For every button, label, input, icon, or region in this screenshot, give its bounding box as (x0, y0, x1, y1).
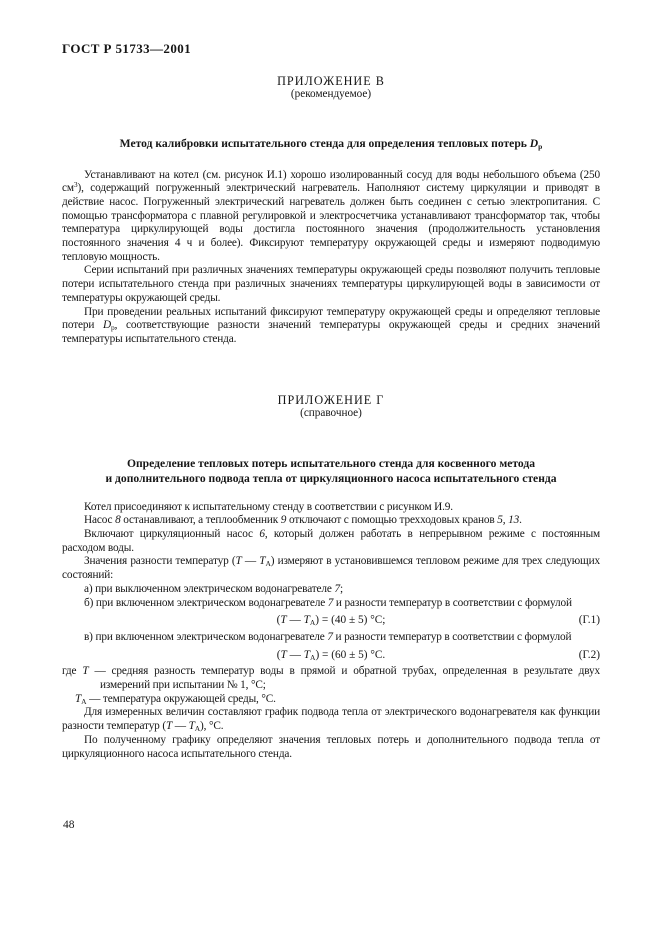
paragraph: б) при включенном электрическом водонагревателе 7 и разности температур в соответствии с формулой (84, 596, 572, 609)
paragraph: в) при включенном электрическом водонагревателе 7 и разности температур в соответствии с формулой (84, 630, 572, 643)
paragraph: а) при выключенном электрическом водонагревателе 7; (84, 582, 343, 595)
formula-number: (Г.2) (578, 648, 600, 661)
appendix-g-body (62, 501, 600, 762)
appendix-g-title: Определение тепловых потерь испытательного стенда для косвенного метода и дополнительного подвода тепла от циркуляционного насоса испытательного стенда (105, 456, 557, 486)
paragraph: Включают циркуляционный насос 6, который должен работать в непрерывном режиме с постоянным расходом воды. (62, 528, 601, 554)
page-number: 48 (63, 819, 75, 831)
formula-expression: (T — $T_А) = (60 \pm 5)$ °С. (276, 648, 386, 662)
formula (62, 610, 600, 631)
standard-code: ГОСТ Р 51733—2001 (62, 41, 192, 56)
appendix-b-kind: (рекомендуемое) (290, 88, 372, 100)
paragraph: По полученному графику определяют значения тепловых потерь и дополнительного подвода тепла от циркуляционного насоса испытательного стенда. (62, 733, 600, 760)
paragraph: где T — средняя разность температур воды в прямой и обратной трубах, определенная в результате двух измерений при испытании № 1, °С; (62, 665, 600, 692)
appendix-b-title: Метод калибровки испытательного стенда для определения тепловых потерь $D_р$ (119, 137, 543, 151)
appendix-g-section (62, 393, 600, 762)
paragraph: Насос 8 останавливают, а теплообменник 9 отключают с помощью трехходовых кранов 5, 13. (84, 514, 522, 527)
appendix-g-label: ПРИЛОЖЕНИЕ Г (277, 392, 385, 407)
appendix-b-section (62, 74, 600, 347)
paragraph: Серии испытаний при различных значениях температуры окружающей среды позволяют получить тепловые потери испытательного стенда при различных значениях температуры циркулирующей воды в зависимости от температуры окружающей среды. (62, 264, 600, 304)
formula-expression: (T — $T_А) = (40 \pm 5)$ °С; (276, 614, 386, 628)
paragraph: $T_А$ — температура окружающей среды, °С. (75, 692, 276, 706)
paragraph: Устанавливают на котел (см. рисунок И.1) хорошо изолированный сосуд для воды небольшого объема (250 $см^3$), содержащий погруженный электрический нагреватель. Наполняют систему циркуляции и приводят в действие насос. Погруженный электрический нагреватель должен быть соединен с сетью электропитания. С помощью трансформатора с плавной регулировкой и электросчетчика устанавливают трансформатор так, чтобы температура циркулирующей воды достигла постоянного значения (продолжительность установления постоянного значения 4 ч и более). Фиксируют температуру окружающей среды и измеряют подводимую тепловую мощность. (62, 168, 600, 263)
formula-number: (Г.1) (578, 614, 600, 627)
formula (62, 645, 600, 666)
page-content (62, 41, 600, 761)
appendix-g-kind: (справочное) (300, 406, 362, 419)
paragraph: При проведении реальных испытаний фиксируют температуру окружающей среды и определяют тепловые потери $D_р$, соответствующие разности значений температуры окружающей среды и средних значений температуры испытательного стенда. (62, 305, 601, 345)
paragraph: Котел присоединяют к испытательному стенду в соответствии с рисунком И.9. (84, 500, 453, 513)
paragraph: Значения разности температур (T — $T_А$) измеряют в установившемся тепловом режиме для трех следующих состояний: (62, 555, 600, 582)
appendix-b-body (62, 169, 600, 347)
paragraph: Для измеренных величин составляют график подвода тепла от электрического водонагревателя как функции разности температур (T — $T_А$), °С. (62, 706, 600, 734)
appendix-b-label: ПРИЛОЖЕНИЕ В (277, 74, 385, 88)
